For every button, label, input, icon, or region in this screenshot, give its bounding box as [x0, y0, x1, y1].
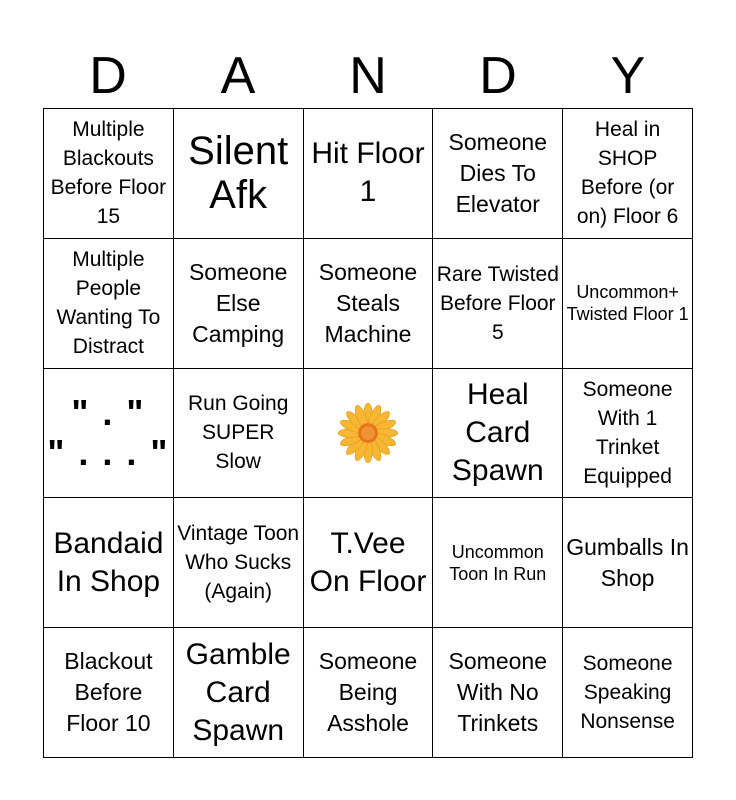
bingo-cell-text: Uncommon+ Twisted Floor 1	[566, 282, 689, 325]
bingo-cell[interactable]	[174, 109, 304, 239]
bingo-cell-text: Gumballs In Shop	[566, 533, 689, 591]
bingo-cell[interactable]	[433, 109, 563, 239]
bingo-cell[interactable]	[44, 498, 174, 628]
bingo-cell[interactable]	[304, 628, 434, 758]
bingo-cell[interactable]	[174, 628, 304, 758]
sunflower-icon	[337, 402, 399, 464]
bingo-cell-text: Silent Afk	[188, 129, 289, 218]
bingo-cell-text: Multiple People Wanting To Distract	[56, 248, 161, 359]
bingo-cell-text: Someone Dies To Elevator	[448, 128, 548, 217]
bingo-cell[interactable]	[44, 628, 174, 758]
bingo-cell-text: Run Going SUPER Slow	[187, 392, 289, 474]
header-letter-n: N	[349, 47, 387, 105]
bingo-grid	[43, 108, 693, 758]
bingo-cell-text: Someone Steals Machine	[318, 258, 418, 347]
header-letter-d2: D	[479, 47, 517, 105]
bingo-cell[interactable]	[304, 109, 434, 239]
bingo-cell-free[interactable]	[304, 369, 434, 499]
bingo-cell-text: T.Vee On Floor	[309, 526, 427, 598]
bingo-cell[interactable]	[563, 369, 693, 499]
bingo-cell-text: Vintage Toon Who Sucks (Again)	[177, 522, 300, 604]
bingo-cell[interactable]	[304, 239, 434, 369]
bingo-cell[interactable]	[44, 369, 174, 499]
bingo-cell-text: Multiple Blackouts Before Floor 15	[50, 118, 167, 229]
bingo-cell[interactable]	[174, 498, 304, 628]
bingo-cell-text: " . " " . . . "	[47, 391, 170, 473]
bingo-cell-text: Heal Card Spawn	[451, 377, 544, 487]
header-letter-d1: D	[89, 47, 127, 105]
bingo-cell[interactable]	[174, 239, 304, 369]
bingo-cell-text: Heal in SHOP Before (or on) Floor 6	[576, 118, 679, 229]
bingo-cell[interactable]	[433, 498, 563, 628]
bingo-cell[interactable]	[433, 369, 563, 499]
bingo-header	[43, 44, 693, 108]
bingo-cell-text: Someone Being Asshole	[318, 648, 418, 737]
bingo-cell[interactable]	[304, 498, 434, 628]
bingo-cell-text: Someone Speaking Nonsense	[580, 652, 675, 734]
bingo-cell-text: Hit Floor 1	[311, 137, 425, 209]
bingo-cell[interactable]	[563, 109, 693, 239]
bingo-cell[interactable]	[433, 239, 563, 369]
bingo-cell-text: Bandaid In Shop	[53, 526, 164, 598]
bingo-cell-text: Gamble Card Spawn	[185, 637, 291, 747]
bingo-cell[interactable]	[563, 628, 693, 758]
header-letter-y: Y	[610, 47, 646, 105]
bingo-cell-text: Someone With 1 Trinket Equipped	[582, 377, 673, 488]
bingo-cell[interactable]	[563, 239, 693, 369]
bingo-cell[interactable]	[174, 369, 304, 499]
bingo-cell-text: Someone With No Trinkets	[448, 648, 548, 737]
bingo-cell-text: Blackout Before Floor 10	[64, 648, 153, 737]
header-letter-a: A	[220, 47, 256, 105]
bingo-cell[interactable]	[44, 109, 174, 239]
bingo-cell-text: Uncommon Toon In Run	[449, 541, 547, 584]
bingo-cell[interactable]	[44, 239, 174, 369]
bingo-cell-text: Rare Twisted Before Floor 5	[436, 262, 559, 344]
bingo-cell[interactable]	[563, 498, 693, 628]
bingo-cell-text: Someone Else Camping	[188, 258, 288, 347]
bingo-cell[interactable]	[433, 628, 563, 758]
